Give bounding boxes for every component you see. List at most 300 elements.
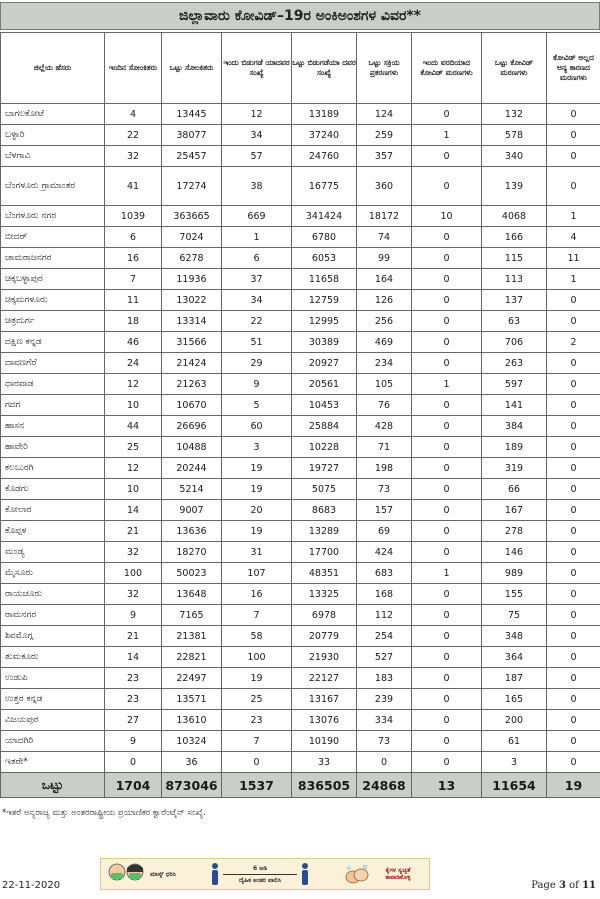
cell-total-infected: 50023 (162, 563, 222, 584)
cell-total-deaths: 165 (482, 689, 547, 710)
cell-total-deaths: 146 (482, 542, 547, 563)
cell-total-infected: 7165 (162, 605, 222, 626)
table-row (1, 689, 600, 710)
cell-non-covid-deaths: 0 (547, 395, 600, 416)
cell-today-deaths: 0 (412, 710, 482, 731)
cell-today-discharged: 19 (222, 668, 292, 689)
cell-district-name: ಬೆಳಗಾವಿ (1, 146, 105, 167)
table-row (1, 416, 600, 437)
cell-active-cases: 256 (357, 311, 412, 332)
cell-today-deaths: 1 (412, 125, 482, 146)
distance-segment (210, 862, 310, 886)
cell-total-infected: 21381 (162, 626, 222, 647)
table-row (1, 437, 600, 458)
page-number (531, 880, 596, 891)
cell-today-infected: 7 (105, 269, 162, 290)
cell-active-cases: 259 (357, 125, 412, 146)
cell-total-discharged: 12759 (292, 290, 357, 311)
cell-today-infected: 9 (105, 605, 162, 626)
cell-total-discharged: 12995 (292, 311, 357, 332)
cell-total-infected: 7024 (162, 227, 222, 248)
cell-non-covid-deaths: 1 (547, 206, 600, 227)
cell-total-discharged: 5075 (292, 479, 357, 500)
handwash-icon (344, 862, 370, 886)
page-title: ಜಿಲ್ಲಾವಾರು ಕೋವಿಡ್–19ರ ಅಂಕಿಅಂಶಗಳ ವಿವರ** (0, 2, 600, 30)
page-label: Page (531, 880, 556, 891)
cell-active-cases: 198 (357, 458, 412, 479)
distance-text: ದೈಹಿಕ ಅಂತರ ಪಾಲಿಸಿ (238, 876, 282, 884)
cell-district-name: ವಿಜಯಪುರ (1, 710, 105, 731)
cell-district-name: ಮಂಡ್ಯ (1, 542, 105, 563)
cell-today-deaths: 0 (412, 395, 482, 416)
cell-today-infected: 27 (105, 710, 162, 731)
table-row (1, 626, 600, 647)
cell-total-infected: 13636 (162, 521, 222, 542)
cell-total-discharged: 13167 (292, 689, 357, 710)
cell-today-infected: 23 (105, 668, 162, 689)
cell-active-cases: 239 (357, 689, 412, 710)
cell-total-discharged: 33 (292, 752, 357, 773)
hygiene-segment (344, 862, 423, 886)
cell-total-discharged: 21930 (292, 647, 357, 668)
cell-active-cases: 0 (357, 752, 412, 773)
cell-total-infected: 20244 (162, 458, 222, 479)
header-today-discharged: ಇಂದು ಬಿಡುಗಡೆ ಯಾದವರ ಸಂಖ್ಯೆ (222, 33, 292, 104)
table-row (1, 269, 600, 290)
cell-today-infected: 21 (105, 626, 162, 647)
cell-today-deaths: 1 (412, 374, 482, 395)
cell-active-cases: 527 (357, 647, 412, 668)
cell-total-infected: 17274 (162, 167, 222, 206)
cell-today-discharged: 9 (222, 374, 292, 395)
cell-active-cases: 424 (357, 542, 412, 563)
cell-active-cases: 157 (357, 500, 412, 521)
cell-today-infected: 0 (105, 752, 162, 773)
cell-non-covid-deaths: 0 (547, 500, 600, 521)
cell-district-name: ಹಾವೇರಿ (1, 437, 105, 458)
hygiene-text: ಕೈಗಳ ಸ್ವಚ್ಛತೆ ಕಾಪಾಡಿಕೊಳ್ಳಿ (385, 867, 411, 881)
cell-total-discharged: 13325 (292, 584, 357, 605)
cell-total-deaths: 364 (482, 647, 547, 668)
cell-today-discharged: 107 (222, 563, 292, 584)
cell-non-covid-deaths: 0 (547, 626, 600, 647)
cell-total-deaths: 155 (482, 584, 547, 605)
table-row (1, 125, 600, 146)
cell-district-name: ಗದಗ (1, 395, 105, 416)
cell-total-discharged: 24760 (292, 146, 357, 167)
cell-today-discharged: 22 (222, 311, 292, 332)
cell-total-deaths: 578 (482, 125, 547, 146)
cell-total-deaths: 989 (482, 563, 547, 584)
mask-segment (107, 862, 176, 886)
cell-total-discharged: 37240 (292, 125, 357, 146)
cell-today-discharged: 51 (222, 332, 292, 353)
header-active-cases: ಒಟ್ಟು ಸಕ್ರಿಯ ಪ್ರಕರಣಗಳು (357, 33, 412, 104)
cell-active-cases: 360 (357, 167, 412, 206)
cell-active-cases: 74 (357, 227, 412, 248)
header-total-deaths: ಒಟ್ಟು ಕೋವಿಡ್ ಮರಣಗಳು (482, 33, 547, 104)
cell-active-cases: 71 (357, 437, 412, 458)
cell-non-covid-deaths: 0 (547, 605, 600, 626)
cell-total-deaths: 348 (482, 626, 547, 647)
cell-active-cases: 234 (357, 353, 412, 374)
cell-non-covid-deaths: 0 (547, 416, 600, 437)
cell-non-covid-deaths: 0 (547, 458, 600, 479)
page-of-label: of (569, 880, 579, 891)
cell-total-deaths: 166 (482, 227, 547, 248)
cell-today-deaths: 0 (412, 227, 482, 248)
cell-non-covid-deaths: 0 (547, 731, 600, 752)
cell-today-discharged: 19 (222, 521, 292, 542)
report-date: 22-11-2020 (2, 880, 61, 891)
cell-district-name: ರಾಯಚೂರು (1, 584, 105, 605)
cell-today-deaths: 0 (412, 500, 482, 521)
cell-total-discharged: 48351 (292, 563, 357, 584)
safety-banner (100, 858, 430, 890)
cell-today-discharged: 19 (222, 458, 292, 479)
table-row (1, 248, 600, 269)
cell-district-name: ದಕ್ಷಿಣ ಕನ್ನಡ (1, 332, 105, 353)
cell-total-infected: 13314 (162, 311, 222, 332)
cell-total-infected: 21424 (162, 353, 222, 374)
header-total-infected: ಒಟ್ಟು ಸೋಂಕಿತರು (162, 33, 222, 104)
cell-today-deaths: 0 (412, 269, 482, 290)
cell-active-cases: 73 (357, 479, 412, 500)
cell-today-infected: 25 (105, 437, 162, 458)
cell-total-deaths: 66 (482, 479, 547, 500)
cell-total-infected: 13445 (162, 104, 222, 125)
header-today-deaths: ಇಂದು ವರದಿಯಾದ ಕೋವಿಡ್ ಮರಣಗಳು (412, 33, 482, 104)
cell-total-infected: 13648 (162, 584, 222, 605)
cell-non-covid-deaths: 0 (547, 752, 600, 773)
table-row (1, 332, 600, 353)
cell-total-discharged: 341424 (292, 206, 357, 227)
table-row (1, 374, 600, 395)
table-row (1, 206, 600, 227)
table-row (1, 227, 600, 248)
cell-total-discharged: 19727 (292, 458, 357, 479)
cell-non-covid-deaths: 0 (547, 125, 600, 146)
cell-total-infected: 10324 (162, 731, 222, 752)
cell-total-deaths: 167 (482, 500, 547, 521)
totals-total-infected: 873046 (162, 773, 222, 798)
cell-total-deaths: 384 (482, 416, 547, 437)
cell-total-infected: 21263 (162, 374, 222, 395)
cell-total-infected: 26696 (162, 416, 222, 437)
cell-total-deaths: 61 (482, 731, 547, 752)
totals-today-deaths: 13 (412, 773, 482, 798)
cell-total-deaths: 597 (482, 374, 547, 395)
cell-today-infected: 44 (105, 416, 162, 437)
person-icon (210, 862, 220, 886)
cell-today-infected: 46 (105, 332, 162, 353)
cell-total-discharged: 6053 (292, 248, 357, 269)
cell-non-covid-deaths: 0 (547, 437, 600, 458)
cell-active-cases: 105 (357, 374, 412, 395)
mask-text: ಮಾಸ್ಕ್ ಧರಿಸಿ (150, 870, 176, 878)
cell-non-covid-deaths: 0 (547, 521, 600, 542)
cell-today-deaths: 0 (412, 605, 482, 626)
cell-total-infected: 6278 (162, 248, 222, 269)
cell-today-deaths: 0 (412, 437, 482, 458)
totals-total-discharged: 836505 (292, 773, 357, 798)
cell-total-discharged: 30389 (292, 332, 357, 353)
cell-today-infected: 22 (105, 125, 162, 146)
totals-today-infected: 1704 (105, 773, 162, 798)
cell-active-cases: 99 (357, 248, 412, 269)
table-row (1, 500, 600, 521)
cell-total-discharged: 10190 (292, 731, 357, 752)
cell-district-name: ಚಿಕ್ಕಮಗಳೂರು (1, 290, 105, 311)
cell-total-discharged: 20779 (292, 626, 357, 647)
cell-district-name: ಕಲಬುರಗಿ (1, 458, 105, 479)
person-icon (300, 862, 310, 886)
cell-today-infected: 41 (105, 167, 162, 206)
table-row (1, 584, 600, 605)
cell-district-name: ಇತರೇ* (1, 752, 105, 773)
cell-total-deaths: 263 (482, 353, 547, 374)
cell-total-deaths: 132 (482, 104, 547, 125)
cell-today-deaths: 0 (412, 584, 482, 605)
cell-today-deaths: 0 (412, 668, 482, 689)
cell-active-cases: 124 (357, 104, 412, 125)
cell-non-covid-deaths: 0 (547, 146, 600, 167)
cell-today-infected: 23 (105, 689, 162, 710)
cell-total-infected: 10488 (162, 437, 222, 458)
cell-district-name: ಶಿವಮೊಗ್ಗ (1, 626, 105, 647)
cell-district-name: ದಾವಣಗೆರೆ (1, 353, 105, 374)
mask-icon (107, 862, 147, 886)
totals-today-discharged: 1537 (222, 773, 292, 798)
table-row (1, 167, 600, 206)
cell-total-deaths: 139 (482, 167, 547, 206)
cell-non-covid-deaths: 0 (547, 104, 600, 125)
cell-today-infected: 10 (105, 479, 162, 500)
cell-today-deaths: 0 (412, 146, 482, 167)
cell-non-covid-deaths: 2 (547, 332, 600, 353)
distance-arrow-icon (223, 874, 297, 875)
table-row (1, 395, 600, 416)
cell-today-deaths: 0 (412, 248, 482, 269)
cell-today-deaths: 1 (412, 563, 482, 584)
cell-today-discharged: 58 (222, 626, 292, 647)
cell-total-deaths: 340 (482, 146, 547, 167)
cell-non-covid-deaths: 0 (547, 689, 600, 710)
cell-non-covid-deaths: 0 (547, 311, 600, 332)
totals-row (1, 773, 600, 798)
cell-total-infected: 9007 (162, 500, 222, 521)
cell-total-infected: 363665 (162, 206, 222, 227)
cell-total-infected: 5214 (162, 479, 222, 500)
cell-today-deaths: 0 (412, 521, 482, 542)
cell-active-cases: 357 (357, 146, 412, 167)
table-row (1, 521, 600, 542)
header-total-discharged: ಒಟ್ಟು ಬಿಡುಗಡೆಯಾ ದವರ ಸಂಖ್ಯೆ (292, 33, 357, 104)
cell-active-cases: 69 (357, 521, 412, 542)
cell-total-deaths: 319 (482, 458, 547, 479)
cell-today-deaths: 0 (412, 290, 482, 311)
cell-active-cases: 683 (357, 563, 412, 584)
cell-today-deaths: 0 (412, 752, 482, 773)
cell-total-discharged: 17700 (292, 542, 357, 563)
cell-total-discharged: 20561 (292, 374, 357, 395)
cell-active-cases: 469 (357, 332, 412, 353)
page-total: 11 (582, 880, 596, 891)
page-current: 3 (559, 880, 566, 891)
cell-today-deaths: 0 (412, 167, 482, 206)
cell-district-name: ಬೀದರ್ (1, 227, 105, 248)
cell-total-deaths: 113 (482, 269, 547, 290)
cell-today-infected: 12 (105, 374, 162, 395)
cell-today-discharged: 38 (222, 167, 292, 206)
totals-active-cases: 24868 (357, 773, 412, 798)
cell-total-deaths: 187 (482, 668, 547, 689)
cell-today-infected: 4 (105, 104, 162, 125)
cell-non-covid-deaths: 0 (547, 710, 600, 731)
cell-today-infected: 24 (105, 353, 162, 374)
cell-today-discharged: 6 (222, 248, 292, 269)
cell-total-discharged: 20927 (292, 353, 357, 374)
cell-non-covid-deaths: 0 (547, 374, 600, 395)
cell-non-covid-deaths: 0 (547, 542, 600, 563)
cell-today-infected: 1039 (105, 206, 162, 227)
cell-district-name: ಬೆಂಗಳೂರು ನಗರ (1, 206, 105, 227)
table-row (1, 290, 600, 311)
table-row (1, 563, 600, 584)
cell-today-deaths: 0 (412, 647, 482, 668)
cell-non-covid-deaths: 0 (547, 353, 600, 374)
cell-active-cases: 73 (357, 731, 412, 752)
header-district: ಜಿಲ್ಲೆಯ ಹೆಸರು (1, 33, 105, 104)
cell-today-deaths: 0 (412, 104, 482, 125)
cell-today-discharged: 23 (222, 710, 292, 731)
cell-today-infected: 12 (105, 458, 162, 479)
totals-label: ಒಟ್ಟು (1, 773, 105, 798)
cell-today-deaths: 0 (412, 353, 482, 374)
cell-total-discharged: 11658 (292, 269, 357, 290)
cell-total-infected: 31566 (162, 332, 222, 353)
table-row (1, 731, 600, 752)
cell-today-discharged: 1 (222, 227, 292, 248)
cell-district-name: ಧಾರವಾಡ (1, 374, 105, 395)
cell-today-discharged: 12 (222, 104, 292, 125)
cell-non-covid-deaths: 0 (547, 563, 600, 584)
cell-today-discharged: 57 (222, 146, 292, 167)
header-row (1, 33, 600, 104)
table-row (1, 710, 600, 731)
cell-today-infected: 32 (105, 542, 162, 563)
cell-today-deaths: 0 (412, 731, 482, 752)
cell-today-infected: 10 (105, 395, 162, 416)
cell-district-name: ಚಿಕ್ಕಬಳ್ಳಾಪುರ (1, 269, 105, 290)
cell-today-discharged: 100 (222, 647, 292, 668)
cell-district-name: ಉಡುಪಿ (1, 668, 105, 689)
cell-today-discharged: 7 (222, 731, 292, 752)
cell-total-discharged: 10453 (292, 395, 357, 416)
totals-total-deaths: 11654 (482, 773, 547, 798)
table-row (1, 458, 600, 479)
cell-today-infected: 16 (105, 248, 162, 269)
cell-active-cases: 183 (357, 668, 412, 689)
cell-today-infected: 21 (105, 521, 162, 542)
cell-district-name: ಚಾಮರಾಜನಗರ (1, 248, 105, 269)
cell-district-name: ಉತ್ತರ ಕನ್ನಡ (1, 689, 105, 710)
cell-non-covid-deaths: 4 (547, 227, 600, 248)
cell-today-infected: 6 (105, 227, 162, 248)
cell-total-deaths: 63 (482, 311, 547, 332)
cell-non-covid-deaths: 0 (547, 167, 600, 206)
cell-total-infected: 11936 (162, 269, 222, 290)
cell-today-infected: 9 (105, 731, 162, 752)
cell-non-covid-deaths: 0 (547, 668, 600, 689)
cell-today-infected: 11 (105, 290, 162, 311)
cell-total-infected: 36 (162, 752, 222, 773)
cell-total-discharged: 6780 (292, 227, 357, 248)
cell-today-deaths: 0 (412, 542, 482, 563)
table-row (1, 479, 600, 500)
cell-total-infected: 13022 (162, 290, 222, 311)
cell-non-covid-deaths: 0 (547, 647, 600, 668)
table-row (1, 647, 600, 668)
table-row (1, 605, 600, 626)
cell-district-name: ಹಾಸನ (1, 416, 105, 437)
cell-non-covid-deaths: 11 (547, 248, 600, 269)
cell-today-discharged: 3 (222, 437, 292, 458)
cell-today-discharged: 25 (222, 689, 292, 710)
table-row (1, 542, 600, 563)
cell-today-deaths: 0 (412, 626, 482, 647)
cell-today-infected: 32 (105, 146, 162, 167)
cell-total-deaths: 137 (482, 290, 547, 311)
cell-district-name: ಕೋಲಾರ (1, 500, 105, 521)
cell-active-cases: 168 (357, 584, 412, 605)
cell-total-deaths: 200 (482, 710, 547, 731)
cell-district-name: ಬೆಂಗಳೂರು ಗ್ರಾಮಾಂತರ (1, 167, 105, 206)
cell-active-cases: 428 (357, 416, 412, 437)
distance-marker (223, 865, 297, 884)
cell-total-discharged: 6978 (292, 605, 357, 626)
cell-total-deaths: 3 (482, 752, 547, 773)
cell-total-discharged: 10228 (292, 437, 357, 458)
cell-total-deaths: 706 (482, 332, 547, 353)
cell-total-infected: 22497 (162, 668, 222, 689)
cell-total-deaths: 141 (482, 395, 547, 416)
cell-today-discharged: 37 (222, 269, 292, 290)
cell-total-deaths: 115 (482, 248, 547, 269)
cell-district-name: ಬಳ್ಳಾರಿ (1, 125, 105, 146)
cell-district-name: ಚಿತ್ರದುರ್ಗ (1, 311, 105, 332)
cell-total-discharged: 13076 (292, 710, 357, 731)
cell-total-infected: 22821 (162, 647, 222, 668)
cell-today-discharged: 669 (222, 206, 292, 227)
table-row (1, 146, 600, 167)
cell-total-infected: 25457 (162, 146, 222, 167)
header-today-infected: ಇಂದಿನ ಸೋಂಕಿತರು (105, 33, 162, 104)
cell-today-infected: 100 (105, 563, 162, 584)
cell-today-deaths: 0 (412, 689, 482, 710)
district-covid-table (0, 32, 600, 798)
cell-today-discharged: 34 (222, 125, 292, 146)
cell-today-deaths: 0 (412, 311, 482, 332)
cell-active-cases: 112 (357, 605, 412, 626)
cell-today-infected: 14 (105, 647, 162, 668)
cell-today-discharged: 5 (222, 395, 292, 416)
cell-today-discharged: 29 (222, 353, 292, 374)
cell-total-infected: 13610 (162, 710, 222, 731)
cell-today-deaths: 0 (412, 416, 482, 437)
table-row (1, 104, 600, 125)
cell-total-deaths: 4068 (482, 206, 547, 227)
